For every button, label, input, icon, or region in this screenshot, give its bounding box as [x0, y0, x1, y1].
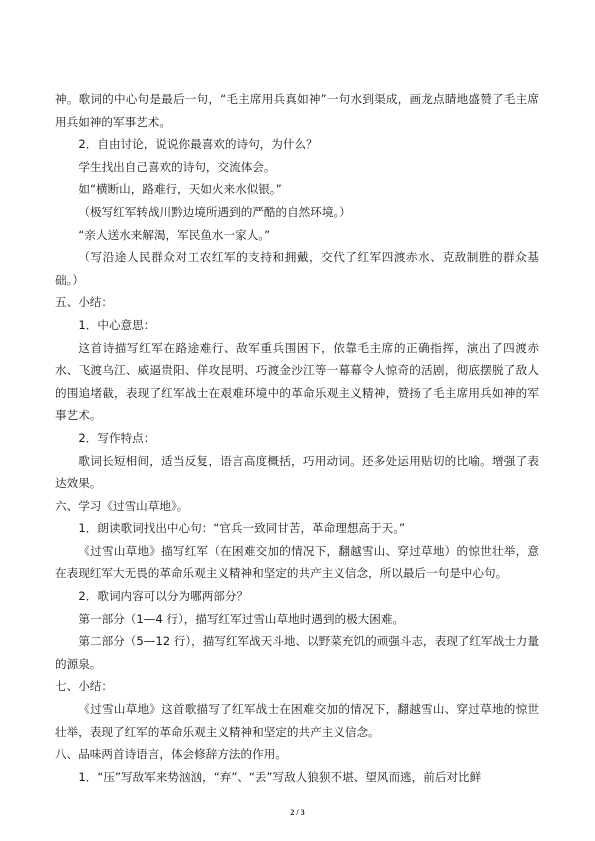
paragraph: 《过雪山草地》描写红军（在困难交加的情况下，翻越雪山、穿过草地）的惊世壮举，意在表现红军大无畏的革命乐观主义精神和坚定的共产主义信念，所以最后一句是中心句。 [55, 543, 539, 581]
paragraph: 第一部分（1—4 行），描写红军过雪山草地时遇到的极大困难。 [78, 611, 405, 626]
paragraph: “亲人送水来解渴，军民鱼水一家人。” [78, 227, 271, 242]
paragraph: 神。歌词的中心句是最后一句，“毛主席用兵真如神”一句水到渠成，画龙点睛地盛赞了毛主席用兵如神的军事艺术。 [55, 92, 539, 129]
document-body [55, 88, 539, 788]
section-heading: 五、小结： [55, 295, 113, 310]
paragraph: 2．歌词内容可以分为哪两部分？ [78, 589, 249, 604]
page-number: 2 / 3 [290, 808, 305, 817]
paragraph: （写沿途人民群众对工农红军的支持和拥戴，交代了红军四渡赤水、克敌制胜的群众基础。） [55, 250, 539, 287]
paragraph: 2．自由讨论，说说你最喜欢的诗句，为什么？ [78, 137, 318, 152]
paragraph: 歌词长短相间，适当反复，语言高度概括，巧用动词。还多处运用贴切的比喻。增强了表达效果。 [55, 453, 539, 491]
paragraph: 1．朗读歌词找出中心句：“官兵一致同甘苦，革命理想高于天。” [78, 521, 406, 536]
paragraph: 如“横断山，路难行，天如火来水似银。” [78, 182, 282, 197]
paragraph: 第二部分（5—12 行），描写红军战天斗地、以野菜充饥的顽强斗志，表现了红军战士力量的源泉。 [55, 634, 539, 671]
paragraph: （极写红军转战川黔边境所遇到的严酷的自然环境。） [78, 204, 351, 219]
paragraph: 学生找出自己喜欢的诗句，交流体会。 [78, 159, 276, 174]
paragraph: 2．写作特点： [78, 430, 156, 445]
section-heading: 八、品味两首诗语言，体会修辞方法的作用。 [55, 747, 287, 762]
paragraph: 《过雪山草地》这首歌描写了红军战士在困难交加的情况下，翻越雪山、穿过草地的惊世壮举，表现了红军的革命乐观主义精神和坚定的共产主义信念。 [55, 702, 539, 739]
paragraph: 1．“压”写敌军来势汹汹，“弃”、“丢”写敌人狼狈不堪、望风而逃，前后对比鲜 [78, 769, 482, 784]
paragraph: 1．中心意思： [78, 317, 156, 332]
section-heading: 七、小结： [55, 679, 113, 694]
section-heading: 六、学习《过雪山草地》。 [55, 498, 189, 513]
paragraph: 这首诗描写红军在路途难行、敌军重兵围困下，依靠毛主席的正确指挥，演出了四渡赤水、飞渡乌江、威逼贵阳、佯攻昆明、巧渡金沙江等一幕幕令人惊奇的活剧，彻底摆脱了敌人的围追堵截，表现了红军战士在艰难环境中的革命乐观主义精神，赞扬了毛主席用兵如神的军事艺术。 [55, 340, 539, 423]
